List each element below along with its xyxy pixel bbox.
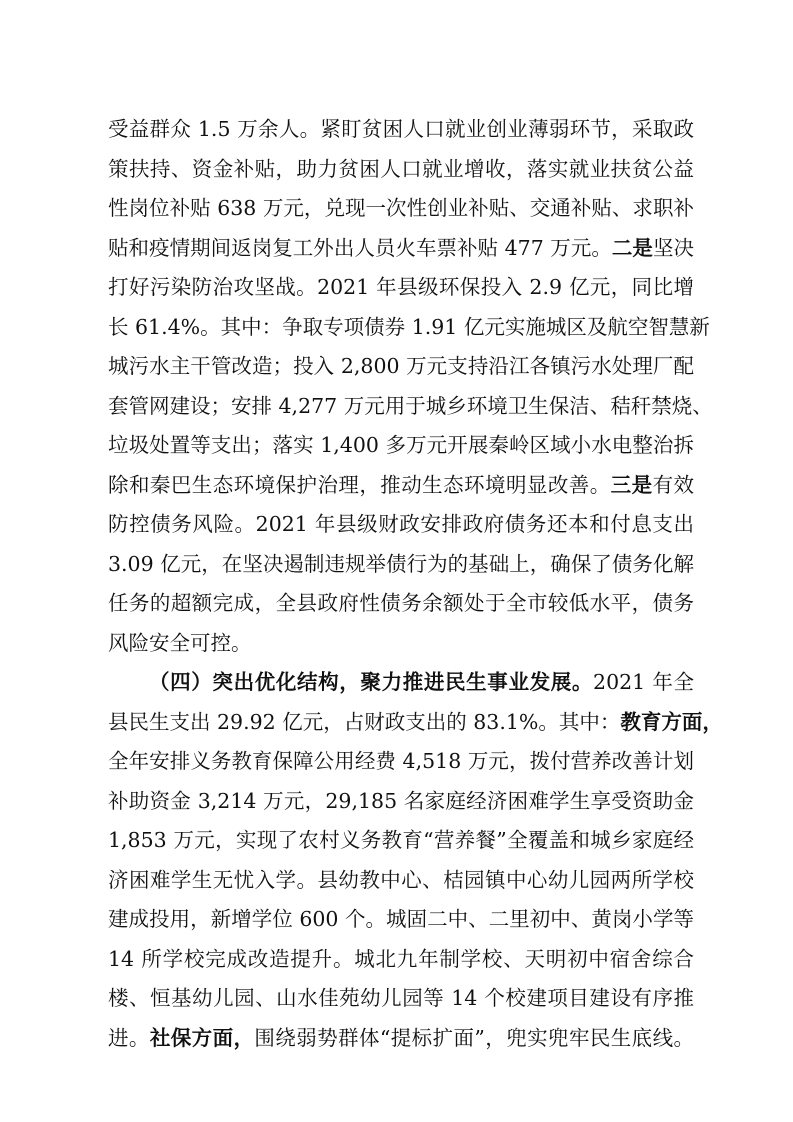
text-line [108,466,694,506]
text-run: 坚决 [652,235,694,260]
text-line [108,821,694,861]
text-run: 策扶持、资金补贴，助力贫困人口就业增收，落实就业扶贫公益 [108,156,694,181]
text-line [108,505,694,545]
text-line [108,979,694,1019]
text-run: 济困难学生无忧入学。县幼教中心、桔园镇中心幼儿园两所学校 [108,867,694,892]
text-run: 除和秦巴生态环境保护治理，推动生态环境明显改善。 [108,472,611,497]
text-run: 县民生支出 29.92 亿元，占财政支出的 83.1%。其中： [108,709,621,734]
text-run: 建成投用，新增学位 600 个。城固二中、二里初中、黄岗小学等 [108,907,694,931]
text-run: 3.09 亿元，在坚决遏制违规举债行为的基础上，确保了债务化解 [108,551,694,576]
text-run: 补助资金 3,214 万元，29,185 名家庭经济困难学生享受资助金 [108,788,694,813]
text-run: 2021 年全 [593,670,695,694]
text-line [108,782,694,822]
text-line [108,189,694,229]
text-line [108,900,694,940]
text-run: 性岗位补贴 638 万元，兑现一次性创业补贴、交通补贴、求职补 [108,196,694,220]
text-run: 任务的超额完成，全县政府性债务余额处于全市较低水平，债务 [108,591,694,615]
text-line [108,268,694,308]
text-line [108,624,694,664]
bold-text-run: 教育方面， [620,709,723,734]
text-line [108,1019,694,1059]
text-line [108,861,694,901]
bold-text-run: 三是 [610,472,653,497]
text-line [108,703,723,743]
text-line [108,742,694,782]
text-line [108,426,694,466]
text-run: 贴和疫情期间返岗复工外出人员火车票补贴 477 万元。 [108,235,612,260]
body-text [108,110,723,1058]
bold-text-run: 社保方面， [149,1025,255,1050]
bold-text-run: 二是 [611,235,653,260]
text-run: 城污水主干管改造；投入 2,800 万元支持沿江各镇污水处理厂配 [108,354,694,378]
text-run: 防控债务风险。2021 年县级财政安排政府债务还本和付息支出 [108,512,694,536]
text-run: 有效 [652,472,695,497]
text-run: 套管网建设；安排 4,277 万元用于城乡环境卫生保洁、秸秆禁烧、 [108,393,713,418]
text-run: 1,853 万元，实现了农村义务教育“营养餐”全覆盖和城乡家庭经 [108,828,694,852]
text-line [108,308,710,348]
text-line [108,584,694,624]
text-line [108,229,694,269]
bold-text-run: （四）突出优化结构，聚力推进民生事业发展。 [149,670,594,694]
text-run: 14 所学校完成改造提升。城北九年制学校、天明初中宿舍综合 [108,946,694,971]
text-line [108,347,694,387]
text-run: 风险安全可控。 [108,630,252,655]
text-line [108,150,694,190]
text-line [108,545,694,585]
text-line [108,387,713,427]
text-run: 围绕弱势群体“提标扩面”，兜实兜牢民生底线。 [254,1025,694,1050]
text-run: 打好污染防治攻坚战。2021 年县级环保投入 2.9 亿元，同比增 [108,275,694,299]
text-run: 楼、恒基幼儿园、山水佳苑幼儿园等 14 个校建项目建设有序推 [108,986,694,1010]
text-run: 全年安排义务教育保障公用经费 4,518 万元，拨付营养改善计划 [108,749,694,773]
text-line [108,940,694,980]
text-run: 受益群众 1.5 万余人。紧盯贫困人口就业创业薄弱环节，采取政 [108,117,694,141]
text-run: 垃圾处置等支出；落实 1,400 多万元开展秦岭区域小水电整治拆 [108,433,694,457]
text-line [108,663,694,703]
text-run: 进。 [108,1025,150,1050]
text-run: 长 61.4%。其中：争取专项债券 1.91 亿元实施城区及航空智慧新 [108,314,710,339]
text-line [108,110,694,150]
